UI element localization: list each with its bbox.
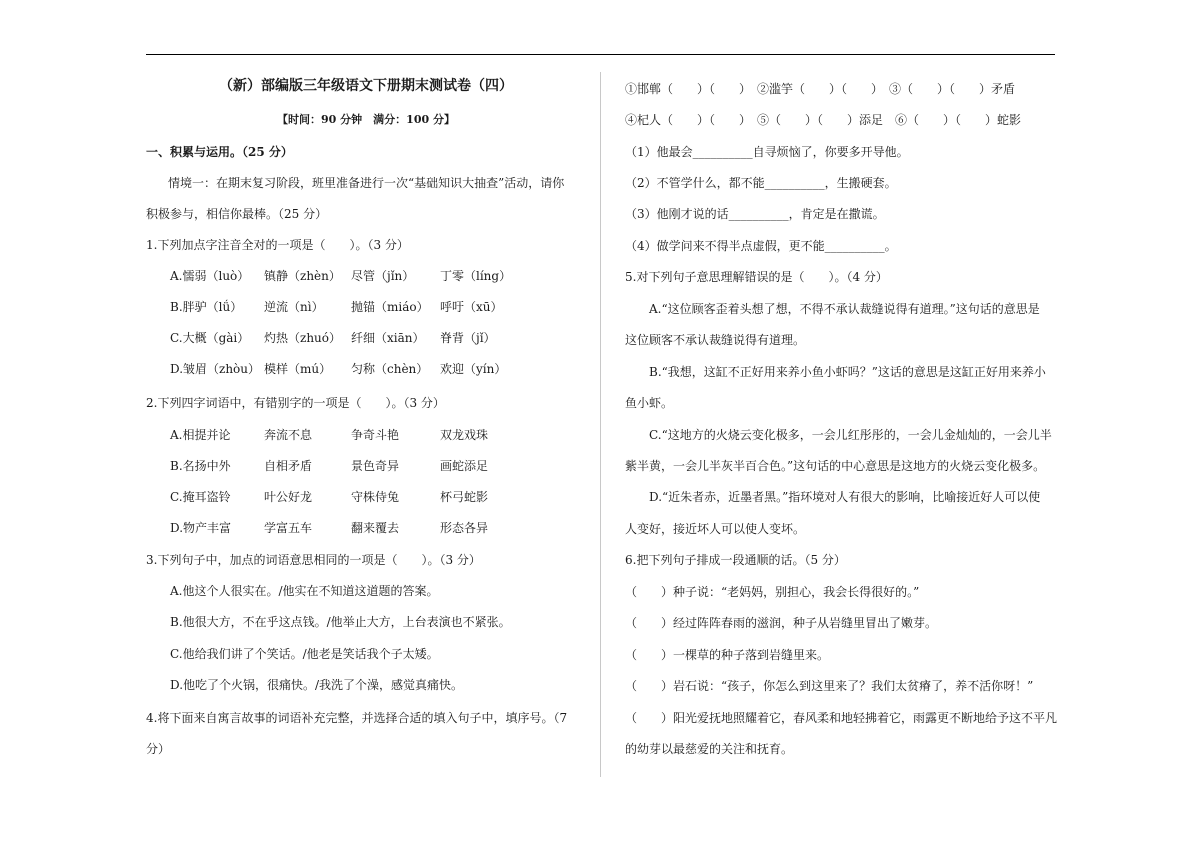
q3-option-b: B.他很大方，不在乎这点钱。/他举止大方，上台表演也不紧张。 <box>170 615 511 629</box>
q4-stem-line-1: 4.将下面来自寓言故事的词语补充完整，并选择合适的填入句子中，填序号。（7 <box>146 711 568 725</box>
q3-option-c: C.他给我们讲了个笑话。/他老是笑话我个子太矮。 <box>170 647 439 661</box>
q6-item-1: （ ）种子说：“老妈妈，别担心，我会长得很好的。” <box>625 585 920 599</box>
exam-page: （新）部编版三年级语文下册期末测试卷（四） 【时间：90 分钟 满分：100 分】 一、积累与运用。（25 分） 情境一：在期末复习阶段，班里准备进行一次“基础知识大抽查”活动，请你 积极参与，相信你最棒。（25 分） 1.下列加点字注音全对的一项是（ ）。（3 分） A.懦弱（luò） 镇静（zhèn） 尽管（jǐn） 丁零（líng） B.胖驴（lǘ） 逆流（nì） 抛锚（miáo） 呼吁（xū） C.大概（gài） 灼热（zhuó） 纤细（xiān） 脊背（jǐ） D.皱眉（zhòu） 模样（mú） 匀称（chèn） 欢迎（yín） 2.下列四字词语中，有错别字的一项是（ ）。（3 分） A.相提并论 奔流不息 争奇斗艳 双龙戏珠 B.名扬中外 自相矛盾 景色奇异 画蛇添足 C.掩耳盗铃 叶公好龙 守株侍兔 杯弓蛇影 D.物产丰富 学富五车 翻来覆去 形态各异 3.下列句子中，加点的词语意思相同的一项是（ ）。（3 分） A.他这个人很实在。/他实在不知道这道题的答案。 B.他很大方，不在乎这点钱。/他举止大方，上台表演也不紧张。 C.他给我们讲了个笑话。/他老是笑话我个子太矮。 D.他吃了个火锅，很痛快。/我洗了个澡，感觉真痛快。 4.将下面来自寓言故事的词语补充完整，并选择合适的填入句子中，填序号。（7 分） ①邯郸（ ）（ ） ②滥竽（ ）（ ） ③（ ）（ ）矛盾 ④杞人（ ）（ ） ⑤（ ）（ ）添足 ⑥（ ）（ ）蛇影 （1）他最会__________自寻烦恼了，你要多开导他。 （2）不管学什么，都不能__________，生搬硬套。 （3）他刚才说的话__________，肯定是在撒谎。 （4）做学问来不得半点虚假，更不能__________。 5.对下列句子意思理解错误的是（ ）。（4 分） A.“这位顾客歪着头想了想，不得不承认裁缝说得有道理。”这句话的意思是 这位顾客不承认裁缝说得有道理。 B.“我想，这缸不正好用来养小鱼小虾吗？”这话的意思是这缸正好用来养小 鱼小虾。 C.“这地方的火烧云变化极多，一会儿红彤彤的，一会儿金灿灿的，一会儿半 紫半黄，一会儿半灰半百合色。”这句话的中心意思是这地方的火烧云变化极多。 D.“近朱者赤，近墨者黑。”指环境对人有很大的影响，比喻接近好人可以使 人变好，接近坏人可以使人变坏。 6.把下列句子排成一段通顺的话。（5 分） （ ）种子说：“老妈妈，别担心，我会长得很好的。” （ ）经过阵阵春雨的滋润，种子从岩缝里冒出了嫩芽。 （ ）一棵草的种子落到岩缝里来。 （ ）岩石说：“孩子，你怎么到这里来了？我们太贫瘠了，养不活你呀！” （ ）阳光爱抚地照耀着它，春风柔和地轻拂着它，雨露更不断地给予这不平凡 的幼芽以最慈爱的关注和抚育。 <box>0 0 1200 849</box>
top-rule <box>146 54 1055 55</box>
q4-sentence-4: （4）做学问来不得半点虚假，更不能__________。 <box>625 239 897 253</box>
page-title: （新）部编版三年级语文下册期末测试卷（四） <box>219 78 513 94</box>
q4-sentence-1: （1）他最会__________自寻烦恼了，你要多开导他。 <box>625 145 909 159</box>
column-divider <box>600 72 601 777</box>
q3-option-d: D.他吃了个火锅，很痛快。/我洗了个澡，感觉真痛快。 <box>170 678 464 692</box>
q4-stem-line-2: 分） <box>146 742 171 756</box>
q3-option-a: A.他这个人很实在。/他实在不知道这道题的答案。 <box>170 584 439 598</box>
q6-item-5-continuation: 的幼芽以最慈爱的关注和抚育。 <box>625 742 794 756</box>
exam-meta: 【时间：90 分钟 满分：100 分】 <box>277 113 455 126</box>
q5-option-a-line-1: A.“这位顾客歪着头想了想，不得不承认裁缝说得有道理。”这句话的意思是 <box>649 302 1040 316</box>
context-line-1: 情境一：在期末复习阶段，班里准备进行一次“基础知识大抽查”活动，请你 <box>168 176 565 190</box>
q5-stem: 5.对下列句子意思理解错误的是（ ）。（4 分） <box>625 270 888 284</box>
q5-option-b-line-1: B.“我想，这缸不正好用来养小鱼小虾吗？”这话的意思是这缸正好用来养小 <box>649 365 1046 379</box>
q4-sentence-2: （2）不管学什么，都不能__________，生搬硬套。 <box>625 176 897 190</box>
q3-stem: 3.下列句子中，加点的词语意思相同的一项是（ ）。（3 分） <box>146 553 481 567</box>
q6-item-4: （ ）岩石说：“孩子，你怎么到这里来了？我们太贫瘠了，养不活你呀！” <box>625 679 1034 693</box>
q1-stem: 1.下列加点字注音全对的一项是（ ）。（3 分） <box>146 238 409 252</box>
q5-option-a-line-2: 这位顾客不承认裁缝说得有道理。 <box>625 333 806 347</box>
q6-stem: 6.把下列句子排成一段通顺的话。（5 分） <box>625 553 846 567</box>
q4-sentence-3: （3）他刚才说的话__________，肯定是在撒谎。 <box>625 207 885 221</box>
q5-option-b-line-2: 鱼小虾。 <box>625 396 674 410</box>
q5-option-c-line-2: 紫半黄，一会儿半灰半百合色。”这句话的中心意思是这地方的火烧云变化极多。 <box>625 459 1046 473</box>
q5-option-c-line-1: C.“这地方的火烧云变化极多，一会儿红彤彤的，一会儿金灿灿的，一会儿半 <box>649 428 1052 442</box>
context-line-2: 积极参与，相信你最棒。（25 分） <box>146 207 328 221</box>
q6-item-3: （ ）一棵草的种子落到岩缝里来。 <box>625 648 830 662</box>
q2-stem: 2.下列四字词语中，有错别字的一项是（ ）。（3 分） <box>146 396 445 410</box>
section-heading: 一、积累与运用。（25 分） <box>146 145 293 159</box>
q5-option-d-line-2: 人变好，接近坏人可以使人变坏。 <box>625 522 806 536</box>
q6-item-5: （ ）阳光爱抚地照耀着它，春风柔和地轻拂着它，雨露更不断地给予这不平凡 <box>625 711 1058 725</box>
q4-idioms-line-1: ①邯郸（ ）（ ） ②滥竽（ ）（ ） ③（ ）（ ）矛盾 <box>625 82 1016 96</box>
q6-item-2: （ ）经过阵阵春雨的滋润，种子从岩缝里冒出了嫩芽。 <box>625 616 938 630</box>
q4-idioms-line-2: ④杞人（ ）（ ） ⑤（ ）（ ）添足 ⑥（ ）（ ）蛇影 <box>625 113 1022 127</box>
q5-option-d-line-1: D.“近朱者赤，近墨者黑。”指环境对人有很大的影响，比喻接近好人可以使 <box>649 490 1041 504</box>
